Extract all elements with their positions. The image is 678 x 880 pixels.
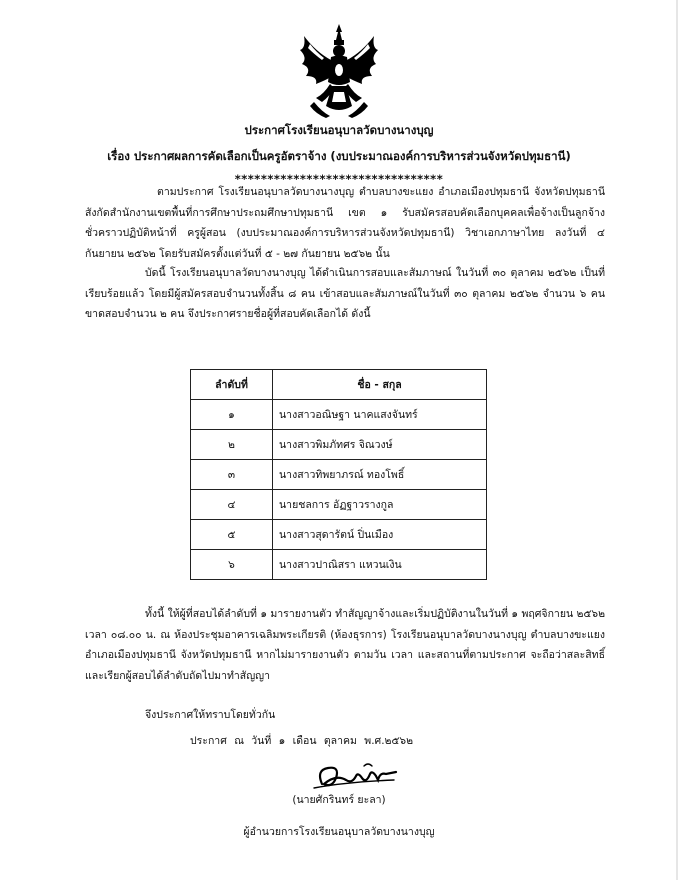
paragraph-exam-result: บัดนี้ โรงเรียนอนุบาลวัดบางนางบุญ ได้ดำเนินการสอบและสัมภาษณ์ ในวันที่ ๓๐ ตุลาคม ๒๕๖๒ เป็นที่เรียบร้อยแล้ว โดยมีผู้สมัครสอบจำนวนทั้งสิ้น ๘ คน เข้าสอบและสัมภาษณ์ในวันที่ ๓๐ ตุลาคม ๒๕๖๒ จำนวน ๖ คน ขาดสอบจำนวน ๒ คน จึงประกาศรายชื่อผู้ที่สอบคัดเลือกได้ ดังนี้ [85,267,605,320]
rank-cell: ๓ [191,460,273,490]
table-row [191,400,487,430]
results-table [190,369,487,580]
name-cell: นางสาวสุดารัตน์ ปิ่นเมือง [273,520,487,550]
signer-position: ผู้อำนวยการโรงเรียนอนุบาลวัดบางนางบุญ [243,826,435,838]
column-header-name: ชื่อ - สกุล [273,370,487,400]
column-header-rank: ลำดับที่ [191,370,273,400]
signer-name: (นายศักรินทร์ ยะลา) [292,794,386,806]
rank-cell: ๑ [191,400,273,430]
table-header-row [191,370,487,400]
document-title: ประกาศโรงเรียนอนุบาลวัดบางนางบุญ [244,123,434,137]
garuda-emblem-icon [296,22,382,120]
announcement-line: จึงประกาศให้ทราบโดยทั่วกัน [145,709,276,721]
name-cell: นางสาวพิมภัทศร จิณวงษ์ [273,430,487,460]
name-cell: นางสาวทิพยาภรณ์ ทองโพธิ์ [273,460,487,490]
name-cell: นายชลการ อัฏฐาวรางกูล [273,490,487,520]
signature-icon [306,760,402,794]
rank-cell: ๕ [191,520,273,550]
rank-cell: ๔ [191,490,273,520]
paragraph-background: ตามประกาศ โรงเรียนอนุบาลวัดบางนางบุญ ตำบลบางขะแยง อำเภอเมืองปทุมธานี จังหวัดปทุมธานี สังกัดสำนักงานเขตพื้นที่การศึกษาประถมศึกษาปทุมธานี เขต ๑ รับสมัครสอบคัดเลือกบุคคลเพื่อจ้างเป็นลูกจ้างชั่วคราวปฏิบัติหน้าที่ ครูผู้สอน (งบประมาณองค์การบริหารส่วนจังหวัดปทุมธานี) วิชาเอกภาษาไทย ลงวันที่ ๔ กันยายน ๒๕๖๒ โดยรับสมัครตั้งแต่วันที่ ๕ - ๒๗ กันยายน ๒๕๖๒ นั้น [85,186,605,260]
table-row [191,430,487,460]
name-cell: นางสาวปาณิสรา แหวนเงิน [273,550,487,580]
paragraph-reporting-instructions: ทั้งนี้ ให้ผู้ที่สอบได้ลำดับที่ ๑ มารายงานตัว ทำสัญญาจ้างและเริ่มปฏิบัติงานในวันที่ ๑ พฤศจิกายน ๒๕๖๒ เวลา ๐๘.๐๐ น. ณ ห้องประชุมอาคารเฉลิมพระเกียรติ (ห้องธุรการ) โรงเรียนอนุบาลวัดบางนางบุญ ตำบลบางขะแยง อำเภอเมืองปทุมธานี จังหวัดปทุมธานี หากไม่มารายงานตัว ตามวัน เวลา และสถานที่ตามประกาศ จะถือว่าสละสิทธิ์ และเรียกผู้สอบได้ลำดับถัดไปมาทำสัญญา [85,608,605,682]
table-row [191,550,487,580]
rank-cell: ๖ [191,550,273,580]
rank-cell: ๒ [191,430,273,460]
document-subject: เรื่อง ประกาศผลการคัดเลือกเป็นครูอัตราจ้าง (งบประมาณองค์การบริหารส่วนจังหวัดปทุมธานี) [107,149,571,163]
table-row [191,460,487,490]
table-row [191,520,487,550]
name-cell: นางสาวอณิษฐา นาคแสงจันทร์ [273,400,487,430]
separator-line: ******************************** [234,172,444,186]
table-row [191,490,487,520]
announcement-date: ประกาศ ณ วันที่ ๑ เดือน ตุลาคม พ.ศ.๒๕๖๒ [190,735,413,747]
